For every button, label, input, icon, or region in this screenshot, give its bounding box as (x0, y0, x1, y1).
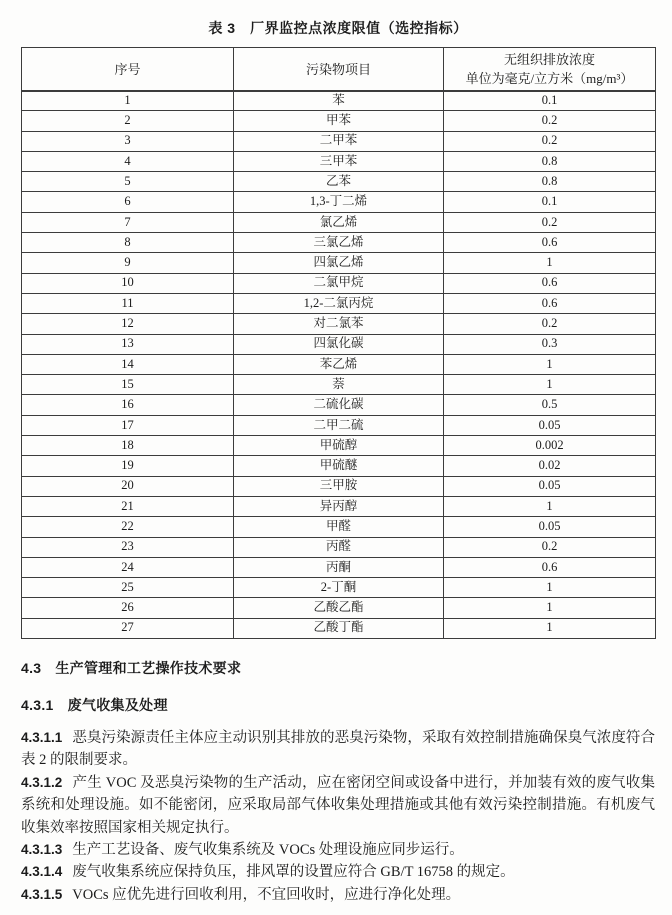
paragraph-text: 产生 VOC 及恶臭污染物的生产活动，应在密闭空间或设备中进行，并加装有效的废气收集系统和处理设施。如不能密闭，应采取局部气体收集处理措施或其他有效污染控制措施。有机废气收集效率按照国家相关规定执行。 (21, 774, 655, 836)
paragraph-4-3-1-4 (21, 861, 655, 883)
row-index: 8 (22, 233, 234, 253)
table-row (22, 476, 656, 496)
row-index: 15 (22, 375, 234, 395)
row-index: 23 (22, 537, 234, 557)
pollutant-name: 甲硫醇 (234, 436, 444, 456)
table-row (22, 537, 656, 557)
limit-value: 1 (444, 253, 656, 273)
limit-value: 1 (444, 598, 656, 618)
pollutant-name: 丙醛 (234, 537, 444, 557)
table-row (22, 253, 656, 273)
limit-value: 0.8 (444, 151, 656, 171)
pollutant-name: 甲硫醚 (234, 456, 444, 476)
row-index: 22 (22, 517, 234, 537)
limit-value: 0.002 (444, 436, 656, 456)
paragraph-4-3-1-2 (21, 772, 655, 839)
paragraph-4-3-1-5 (21, 884, 655, 906)
pollutant-name: 三甲苯 (234, 151, 444, 171)
pollutant-name: 丙酮 (234, 557, 444, 577)
paragraph-text: 废气收集系统应保持负压，排风罩的设置应符合 GB/T 16758 的规定。 (72, 864, 515, 881)
row-index: 20 (22, 476, 234, 496)
paragraph-text: VOCs 应优先进行回收利用，不宜回收时，应进行净化处理。 (72, 886, 461, 903)
pollutant-name: 苯 (234, 91, 444, 111)
paragraph-number: 4.3.1.2 (21, 774, 63, 790)
header-pollutant-column: 污染物项目 (234, 48, 444, 91)
sections (21, 658, 655, 906)
row-index: 7 (22, 212, 234, 232)
pollutant-name: 四氯乙烯 (234, 253, 444, 273)
limit-value: 0.6 (444, 293, 656, 313)
paragraph-number: 4.3.1.4 (21, 864, 63, 880)
limit-value: 0.2 (444, 314, 656, 334)
table-row (22, 456, 656, 476)
limit-value: 1 (444, 496, 656, 516)
table-row (22, 517, 656, 537)
section-title: 废气收集及处理 (67, 697, 168, 714)
header-row (22, 48, 656, 91)
paragraph-number: 4.3.1.1 (21, 730, 63, 746)
limit-value: 1 (444, 375, 656, 395)
table-row (22, 618, 656, 638)
table-row (22, 578, 656, 598)
pollutant-name: 二甲二硫 (234, 415, 444, 435)
header-concentration-column (444, 48, 656, 91)
table-row (22, 395, 656, 415)
pollutant-name: 三甲胺 (234, 476, 444, 496)
row-index: 21 (22, 496, 234, 516)
section-heading-4-3-1 (21, 695, 655, 715)
table-row (22, 111, 656, 131)
section-title: 生产管理和工艺操作技术要求 (55, 660, 242, 677)
limit-value: 1 (444, 578, 656, 598)
limit-value: 0.05 (444, 415, 656, 435)
row-index: 14 (22, 354, 234, 374)
limit-value: 0.05 (444, 476, 656, 496)
paragraph-text: 恶臭污染源责任主体应主动识别其排放的恶臭污染物，采取有效控制措施确保臭气浓度符合表 2 的限制要求。 (21, 730, 655, 769)
pollutant-name: 四氯化碳 (234, 334, 444, 354)
pollutant-name: 乙酸乙酯 (234, 598, 444, 618)
pollutant-name: 甲苯 (234, 111, 444, 131)
row-index: 26 (22, 598, 234, 618)
limit-value: 0.2 (444, 212, 656, 232)
row-index: 17 (22, 415, 234, 435)
row-index: 12 (22, 314, 234, 334)
table-row (22, 273, 656, 293)
table-row (22, 354, 656, 374)
pollutant-name: 乙酸丁酯 (234, 618, 444, 638)
limit-value: 1 (444, 618, 656, 638)
paragraph-text: 生产工艺设备、废气收集系统及 VOCs 处理设施应同步运行。 (72, 842, 464, 859)
table-row (22, 172, 656, 192)
table-row (22, 314, 656, 334)
row-index: 25 (22, 578, 234, 598)
table-row (22, 233, 656, 253)
row-index: 27 (22, 618, 234, 638)
header-concentration-unit: 单位为毫克/立方米（mg/m³） (465, 70, 634, 86)
limit-value: 0.2 (444, 131, 656, 151)
row-index: 5 (22, 172, 234, 192)
section-number: 4.3.1 (21, 697, 54, 714)
row-index: 11 (22, 293, 234, 313)
pollutant-name: 苯乙烯 (234, 354, 444, 374)
limit-value: 0.8 (444, 172, 656, 192)
table-row (22, 598, 656, 618)
pollutant-name: 二甲苯 (234, 131, 444, 151)
limit-value: 0.6 (444, 233, 656, 253)
row-index: 16 (22, 395, 234, 415)
table-row (22, 212, 656, 232)
row-index: 1 (22, 91, 234, 111)
limit-value: 0.1 (444, 91, 656, 111)
paragraph-number: 4.3.1.3 (21, 842, 63, 858)
limit-value: 0.6 (444, 557, 656, 577)
pollutant-name: 乙苯 (234, 172, 444, 192)
pollutant-name: 异丙醇 (234, 496, 444, 516)
row-index: 9 (22, 253, 234, 273)
row-index: 24 (22, 557, 234, 577)
limit-value: 0.6 (444, 273, 656, 293)
section-heading-4-3 (21, 658, 655, 678)
table-row (22, 334, 656, 354)
pollutant-name: 1,2-二氯丙烷 (234, 293, 444, 313)
pollutant-name: 1,3-丁二烯 (234, 192, 444, 212)
row-index: 10 (22, 273, 234, 293)
limit-value: 0.2 (444, 111, 656, 131)
table-row (22, 91, 656, 111)
paragraph-4-3-1-1 (21, 727, 655, 772)
limit-value: 0.1 (444, 192, 656, 212)
row-index: 4 (22, 151, 234, 171)
table-row (22, 436, 656, 456)
row-index: 19 (22, 456, 234, 476)
table-row (22, 496, 656, 516)
limit-value: 0.02 (444, 456, 656, 476)
header-concentration-line1: 无组织排放浓度 (503, 51, 595, 67)
paragraph-number: 4.3.1.5 (21, 886, 63, 902)
limit-value: 0.3 (444, 334, 656, 354)
pollutant-name: 萘 (234, 375, 444, 395)
pollutant-name: 对二氯苯 (234, 314, 444, 334)
table-row (22, 131, 656, 151)
table-row (22, 192, 656, 212)
table-row (22, 151, 656, 171)
pollutant-name: 2-丁酮 (234, 578, 444, 598)
pollutant-limits-table (21, 47, 656, 639)
pollutant-name: 二氯甲烷 (234, 273, 444, 293)
limit-value: 0.5 (444, 395, 656, 415)
table-title: 表 3 厂界监控点浓度限值（选控指标） (208, 20, 468, 36)
paragraph-4-3-1-3 (21, 839, 655, 861)
paragraph-block (21, 727, 655, 906)
table-row (22, 293, 656, 313)
row-index: 13 (22, 334, 234, 354)
row-index: 2 (22, 111, 234, 131)
table-header (22, 48, 656, 91)
table-row (22, 557, 656, 577)
pollutant-name: 甲醛 (234, 517, 444, 537)
table-row (22, 375, 656, 395)
section-number: 4.3 (21, 660, 42, 677)
row-index: 6 (22, 192, 234, 212)
pollutant-name: 三氯乙烯 (234, 233, 444, 253)
header-index-column: 序号 (22, 48, 234, 91)
row-index: 3 (22, 131, 234, 151)
pollutant-name: 二硫化碳 (234, 395, 444, 415)
pollutant-name: 氯乙烯 (234, 212, 444, 232)
table-row (22, 415, 656, 435)
limit-value: 1 (444, 354, 656, 374)
limit-value: 0.05 (444, 517, 656, 537)
row-index: 18 (22, 436, 234, 456)
limit-value: 0.2 (444, 537, 656, 557)
pollutant-table-body (22, 91, 656, 639)
